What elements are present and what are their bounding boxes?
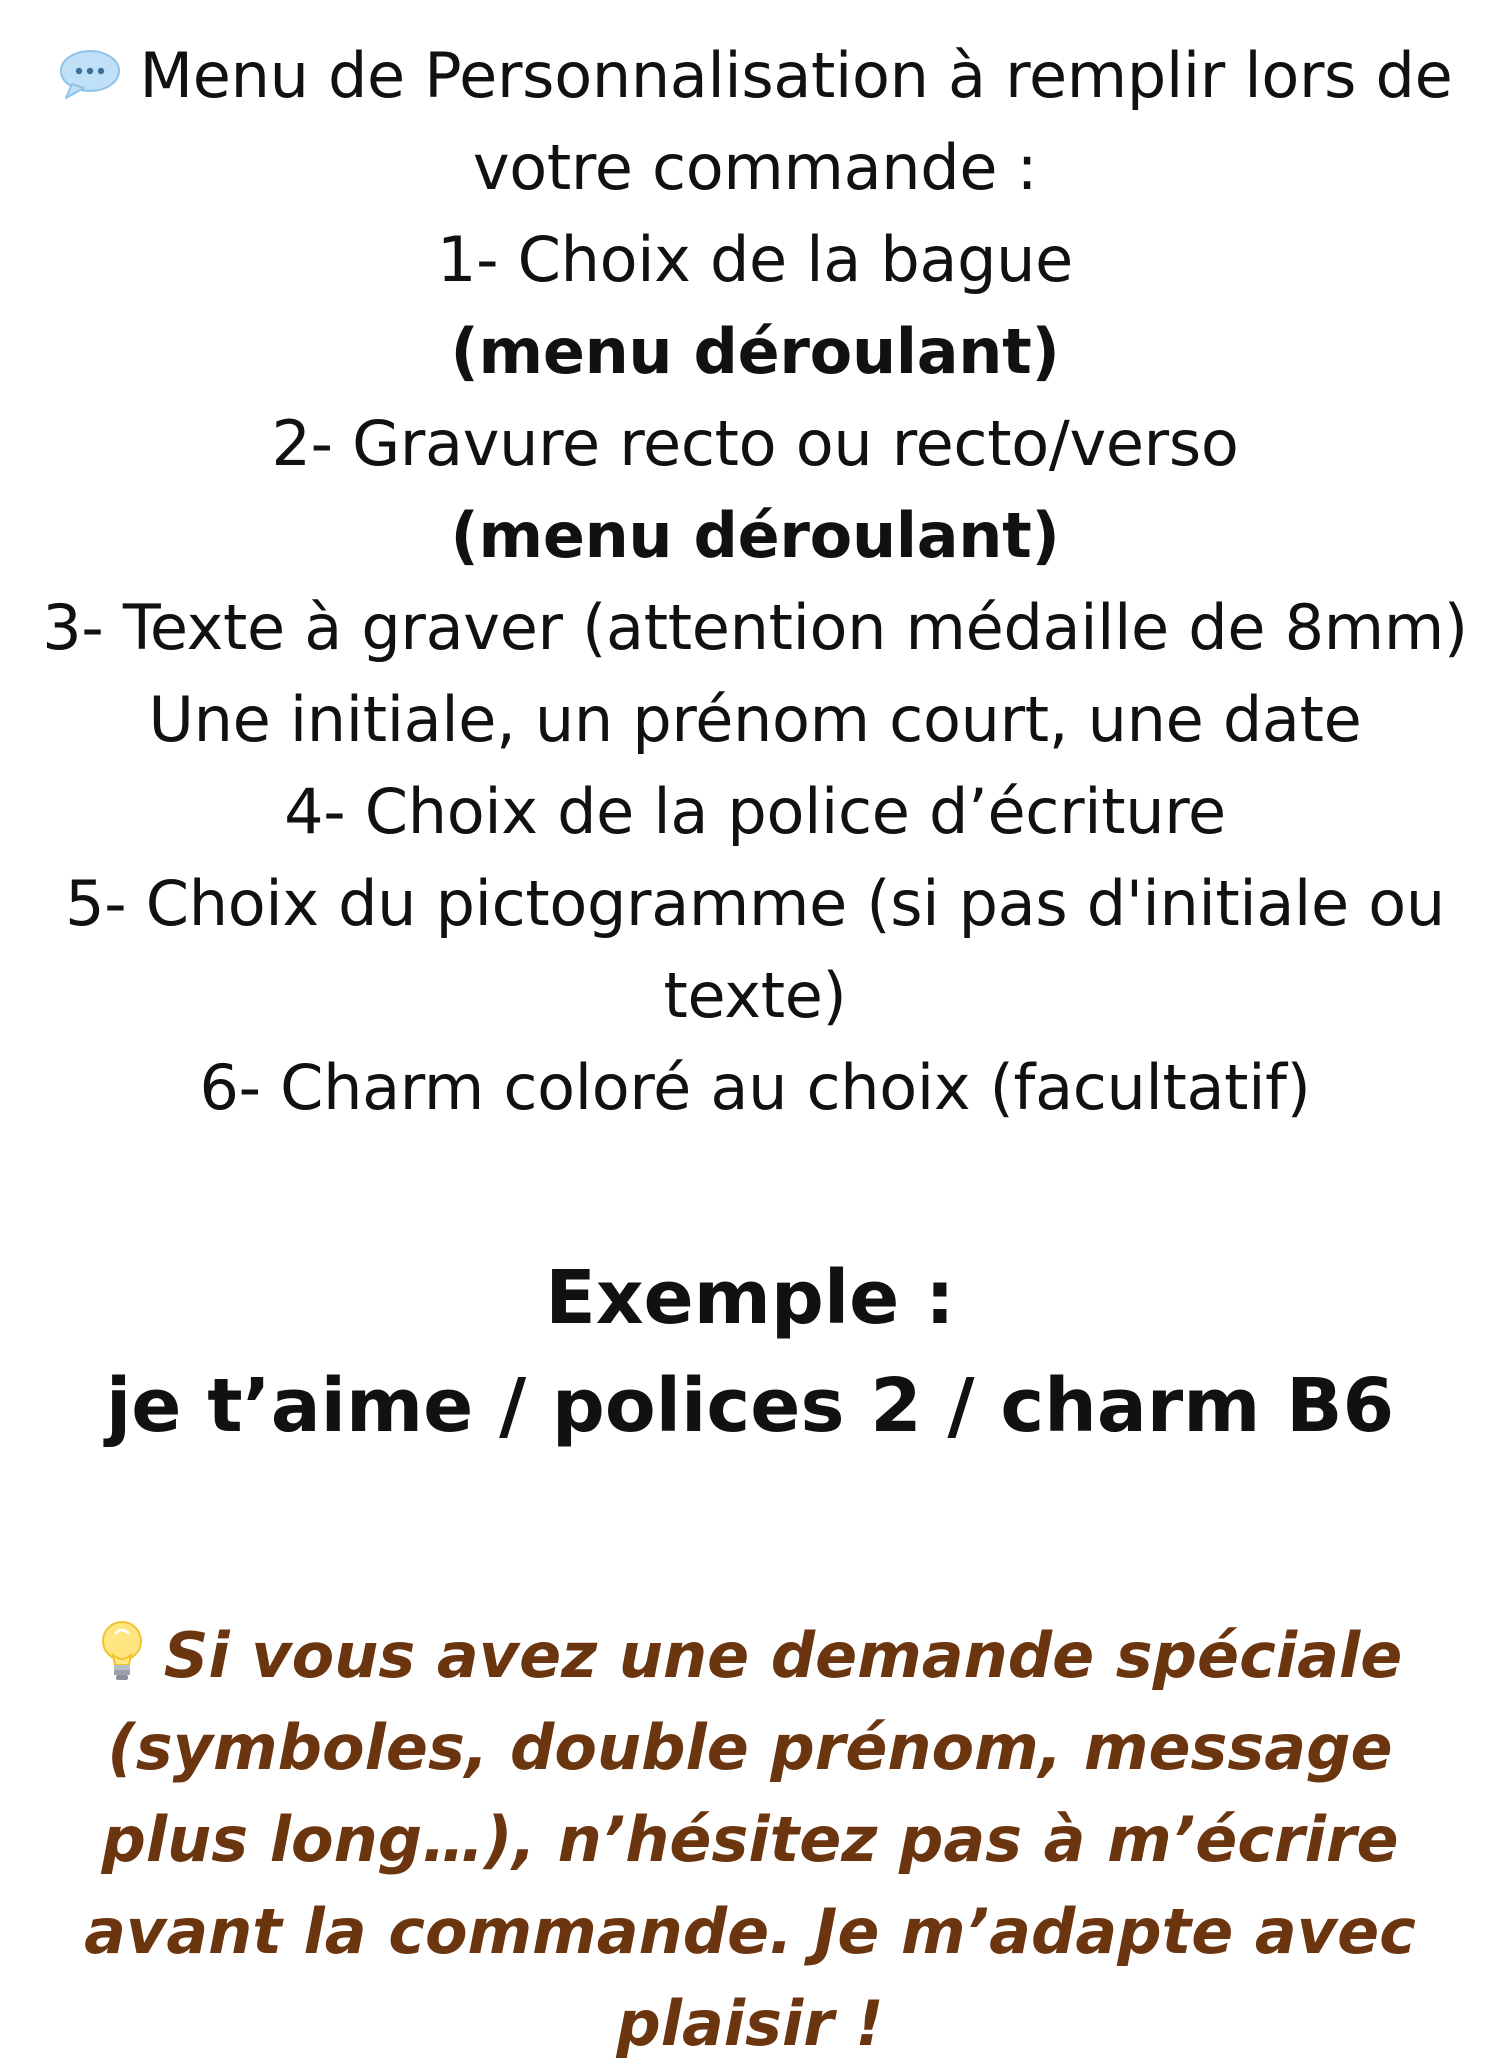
step-2-note: (menu déroulant) [450, 499, 1060, 572]
instructions-block [40, 30, 1470, 1134]
step-5: 5- Choix du pictogramme (si pas d'initiale ou [65, 867, 1445, 940]
example-text: je t’aime / polices 2 / charm B6 [105, 1363, 1395, 1449]
speech-bubble-icon [58, 48, 122, 100]
step-1: 1- Choix de la bague [437, 223, 1073, 296]
step-4: 4- Choix de la police d’écriture [284, 775, 1226, 848]
step-1-note: (menu déroulant) [450, 315, 1060, 388]
light-bulb-icon [98, 1619, 146, 1685]
title-text-1: Menu de Personnalisation à remplir lors de [139, 39, 1453, 112]
title-line-2: votre commande : [472, 131, 1038, 204]
title-line-1 [40, 30, 1470, 122]
step-2: 2- Gravure recto ou recto/verso [271, 407, 1239, 480]
step-5-continued: texte) [663, 959, 847, 1032]
step-3: 3- Texte à graver (attention médaille de 8mm) [42, 591, 1468, 664]
step-6: 6- Charm coloré au choix (facultatif) [199, 1051, 1311, 1124]
step-3-detail: Une initiale, un prénom court, une date [148, 683, 1362, 756]
example-block [40, 1244, 1460, 1460]
example-heading: Exemple : [545, 1255, 955, 1341]
special-request-note [50, 1610, 1450, 2070]
note-text: Si vous avez une demande spéciale (symboles, double prénom, message plus long…), n’hésitez pas à m’écrire avant la commande. Je m’adapte avec plaisir ! [84, 1619, 1416, 2060]
